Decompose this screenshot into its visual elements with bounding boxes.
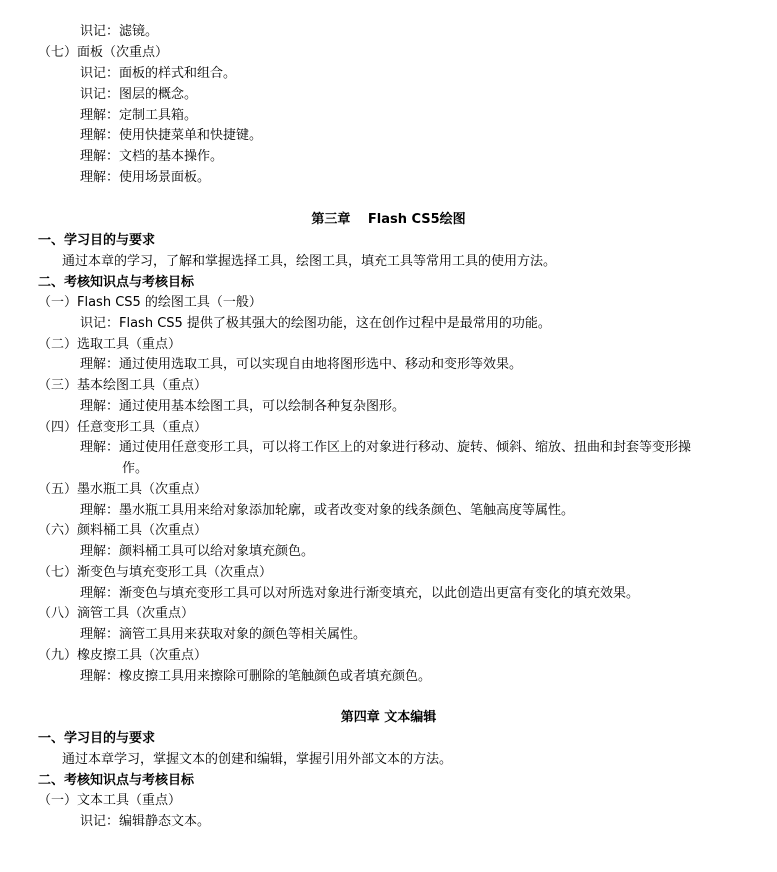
text-line: 理解：使用快捷菜单和快捷键。 (80, 128, 263, 143)
text-line: 识记：编辑静态文本。 (80, 814, 211, 829)
subsection-heading: （二）选取工具（重点） (38, 337, 182, 352)
subsection-heading: （三）基本绘图工具（重点） (38, 378, 208, 393)
text-line: 识记：Flash CS5 提供了极其强大的绘图功能，这在创作过程中是最常用的功能。 (80, 316, 551, 331)
subsection-heading: （九）橡皮擦工具（次重点） (38, 648, 208, 663)
text-line: 识记：图层的概念。 (80, 87, 198, 102)
chapter-title: 第三章 Flash CS5绘图 (311, 212, 466, 227)
text-line: 理解：使用场景面板。 (80, 170, 211, 185)
text-line: 理解：通过使用任意变形工具，可以将工作区上的对象进行移动、旋转、倾斜、缩放、扭曲和封套等变形操 (80, 440, 692, 455)
text-line: 理解：通过使用选取工具，可以实现自由地将图形选中、移动和变形等效果。 (80, 357, 523, 372)
text-line: 理解：墨水瓶工具用来给对象添加轮廓，或者改变对象的线条颜色、笔触高度等属性。 (80, 503, 575, 518)
text-line: 理解：渐变色与填充变形工具可以对所选对象进行渐变填充，以此创造出更富有变化的填充效果。 (80, 586, 640, 601)
paragraph: 通过本章学习，掌握文本的创建和编辑，掌握引用外部文本的方法。 (62, 752, 453, 767)
subsection-heading: （一）Flash CS5 的绘图工具（一般） (38, 295, 262, 310)
text-line: 理解：文档的基本操作。 (80, 149, 224, 164)
subsection-heading: （七）面板（次重点） (38, 45, 169, 60)
text-line: 识记：面板的样式和组合。 (80, 66, 237, 81)
text-line: 识记：滤镜。 (80, 24, 159, 39)
subsection-heading: （七）渐变色与填充变形工具（次重点） (38, 565, 273, 580)
section-heading: 二、考核知识点与考核目标 (38, 773, 195, 788)
text-line: 理解：橡皮擦工具用来擦除可删除的笔触颜色或者填充颜色。 (80, 669, 432, 684)
subsection-heading: （六）颜料桶工具（次重点） (38, 523, 208, 538)
section-heading: 一、学习目的与要求 (38, 233, 156, 248)
subsection-heading: （八）滴管工具（次重点） (38, 606, 195, 621)
text-line: 理解：颜料桶工具可以给对象填充颜色。 (80, 544, 315, 559)
chapter-title: 第四章 文本编辑 (340, 710, 437, 725)
text-line: 理解：滴管工具用来获取对象的颜色等相关属性。 (80, 627, 367, 642)
subsection-heading: （四）任意变形工具（重点） (38, 420, 208, 435)
subsection-heading: （五）墨水瓶工具（次重点） (38, 482, 208, 497)
subsection-heading: （一）文本工具（重点） (38, 793, 182, 808)
text-line: 理解：通过使用基本绘图工具，可以绘制各种复杂图形。 (80, 399, 406, 414)
section-heading: 一、学习目的与要求 (38, 731, 156, 746)
text-line: 理解：定制工具箱。 (80, 108, 198, 123)
section-heading: 二、考核知识点与考核目标 (38, 275, 195, 290)
paragraph: 通过本章的学习，了解和掌握选择工具，绘图工具，填充工具等常用工具的使用方法。 (62, 254, 557, 269)
text-line-continuation: 作。 (122, 461, 149, 476)
